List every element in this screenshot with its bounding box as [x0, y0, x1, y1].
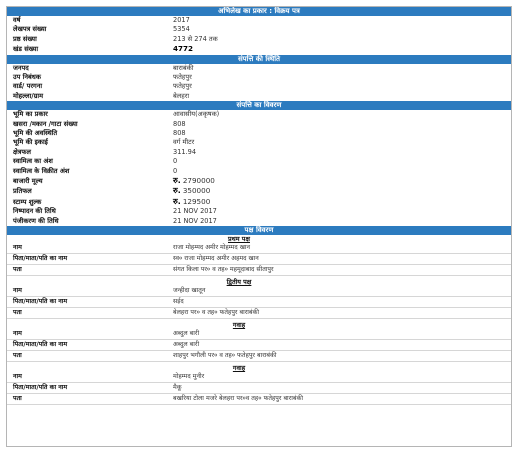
field-label: निष्पादन की तिथि	[13, 207, 56, 216]
property-row-market-value	[7, 176, 511, 187]
field-label: पिता/माता/पति का नाम	[13, 298, 68, 306]
field-label: पिता/माता/पति का नाम	[13, 255, 68, 263]
party-row-parent	[7, 297, 511, 308]
field-label: नाम	[13, 330, 22, 338]
party-row-address	[7, 265, 511, 276]
field-label: प्रष्ठ संख्या	[13, 34, 37, 43]
field-label: वार्ड/ परगना	[13, 82, 43, 91]
party-row-parent	[7, 254, 511, 265]
field-value: 0	[173, 166, 178, 175]
field-value: वर्ग मीटर	[173, 138, 195, 147]
party-row-name	[7, 329, 511, 340]
field-label: मोहल्ला/ग्राम	[13, 91, 44, 100]
property-row-khasra-number	[7, 120, 511, 129]
deed-record-sheet	[6, 6, 512, 447]
field-value: मोहम्मद मुनीर	[173, 373, 205, 381]
field-value: 808	[173, 119, 186, 128]
field-label: स्वामित्व का अंश	[13, 157, 53, 166]
field-label: स्वामित्व के विक्रीत अंश	[13, 166, 70, 175]
field-value: बेलहरा	[173, 91, 190, 100]
record-row-document-number	[7, 25, 511, 34]
field-label: पता	[13, 395, 22, 403]
field-label: खसरा /मकान /गाटा संख्या	[13, 119, 78, 128]
field-value: बखरिया टोला मजरे बेलहरा पर०व तह० फतेहपुर बाराबंकी	[173, 395, 303, 403]
field-label: पिता/माता/पति का नाम	[13, 341, 68, 349]
party-heading-first	[7, 235, 511, 243]
record-type-header: अभिलेख का प्रकार : विक्रय पत्र	[7, 7, 511, 16]
field-value: मैकू	[173, 384, 182, 392]
property-row-land-type	[7, 110, 511, 119]
field-value: 2017	[173, 16, 190, 24]
rupee-symbol: रु.	[173, 175, 181, 185]
party-row-address	[7, 394, 511, 405]
witness-heading-second	[7, 364, 511, 372]
field-label: वर्ष	[13, 16, 21, 24]
field-value: 21 NOV 2017	[173, 216, 217, 225]
field-label: भूमि की इकाई	[13, 138, 48, 147]
field-value: 0	[173, 157, 178, 166]
location-row-district	[7, 64, 511, 73]
party-row-address	[7, 351, 511, 362]
field-value: 21 NOV 2017	[173, 207, 217, 216]
property-row-land-location	[7, 129, 511, 138]
party-heading-second	[7, 278, 511, 286]
field-value: 311.94	[173, 147, 197, 156]
property-row-execution-date	[7, 207, 511, 216]
party-heading-text: गवाह	[232, 321, 246, 330]
field-label: खंड संख्या	[13, 45, 39, 54]
field-value: बाराबंकी	[173, 63, 194, 72]
field-label: भूमि का प्रकार	[13, 110, 48, 119]
record-row-page-number	[7, 35, 511, 44]
field-value: बेलहरा पर० व तह० फतेहपुर बाराबंकी	[173, 309, 259, 317]
record-row-year	[7, 16, 511, 25]
field-label: बाजारी मूल्य	[13, 176, 43, 185]
property-row-sold-share	[7, 167, 511, 176]
field-value: 808	[173, 129, 186, 138]
property-location-header: संपत्ति की स्थिति	[7, 55, 511, 64]
party-row-name	[7, 243, 511, 254]
field-value: 129500	[182, 196, 211, 206]
field-value: 213 से 274 तक	[173, 34, 218, 43]
field-value: राजा मोहम्मद अमीर मोहम्मद खान	[173, 244, 251, 252]
field-value: आवासीय(अकृषक)	[173, 110, 220, 119]
field-value: 350000	[182, 186, 211, 196]
property-row-area	[7, 148, 511, 157]
field-value: जन्हीदा खातून	[173, 287, 206, 295]
property-details-header: संपत्ति का विवरण	[7, 101, 511, 110]
field-value: 5354	[173, 25, 190, 34]
party-row-name	[7, 372, 511, 383]
field-label: स्टाम्प शुल्क	[13, 197, 42, 206]
record-row-volume-number	[7, 44, 511, 55]
party-row-parent	[7, 340, 511, 351]
property-row-ownership-share	[7, 157, 511, 166]
field-label: प्रतिफल	[13, 187, 32, 196]
field-value: अब्दुल बारी	[173, 341, 200, 349]
party-row-parent	[7, 383, 511, 394]
party-heading-text: द्वितीय पक्ष	[226, 278, 252, 287]
field-label: नाम	[13, 373, 22, 381]
money-value	[173, 197, 210, 208]
location-row-village	[7, 92, 511, 101]
property-row-consideration	[7, 186, 511, 197]
money-value	[173, 186, 210, 197]
field-label: पता	[13, 309, 22, 317]
field-label: पता	[13, 266, 22, 274]
party-heading-text: गवाह	[232, 364, 246, 373]
field-value: शाहपुर भगौली पर० व तह० फतेहपुर बाराबंकी	[173, 352, 277, 360]
field-value: अब्दुल बारी	[173, 330, 200, 338]
party-heading-text: प्रथम पक्ष	[228, 235, 250, 244]
parties-header: पक्ष विवरण	[7, 226, 511, 235]
field-value: फतेहपुर	[173, 73, 192, 82]
witness-heading-first	[7, 321, 511, 329]
party-row-name	[7, 286, 511, 297]
rupee-symbol: रु.	[173, 186, 181, 196]
property-row-registration-date	[7, 217, 511, 226]
field-label: जनपद	[13, 63, 29, 72]
property-row-stamp-duty	[7, 197, 511, 208]
field-label: उप निबंधक	[13, 73, 41, 82]
field-value: 2790000	[182, 175, 215, 185]
money-value	[173, 176, 215, 187]
field-label: नाम	[13, 287, 22, 295]
field-label: क्षेत्रफल	[13, 147, 31, 156]
field-label: पता	[13, 352, 22, 360]
location-row-ward	[7, 82, 511, 91]
property-row-land-unit	[7, 138, 511, 147]
field-value: संगत किला पर० व तह० महमूदाबाद सीतापुर	[173, 266, 274, 274]
field-label: नाम	[13, 244, 22, 252]
party-row-address	[7, 308, 511, 319]
rupee-symbol: रु.	[173, 196, 181, 206]
field-label: पिता/माता/पति का नाम	[13, 384, 68, 392]
field-value: सईद	[173, 298, 184, 306]
field-value: 4772	[173, 44, 194, 54]
field-value: फतेहपुर	[173, 82, 192, 91]
field-value: स्व० राजा मोहम्मद अमीर अहमद खान	[173, 255, 259, 263]
location-row-sub-registrar	[7, 73, 511, 82]
field-label: लेखपत्र संख्या	[13, 25, 47, 34]
field-label: भूमि की अवस्थिति	[13, 129, 58, 138]
field-label: पंजीकरण की तिथि	[13, 216, 59, 225]
